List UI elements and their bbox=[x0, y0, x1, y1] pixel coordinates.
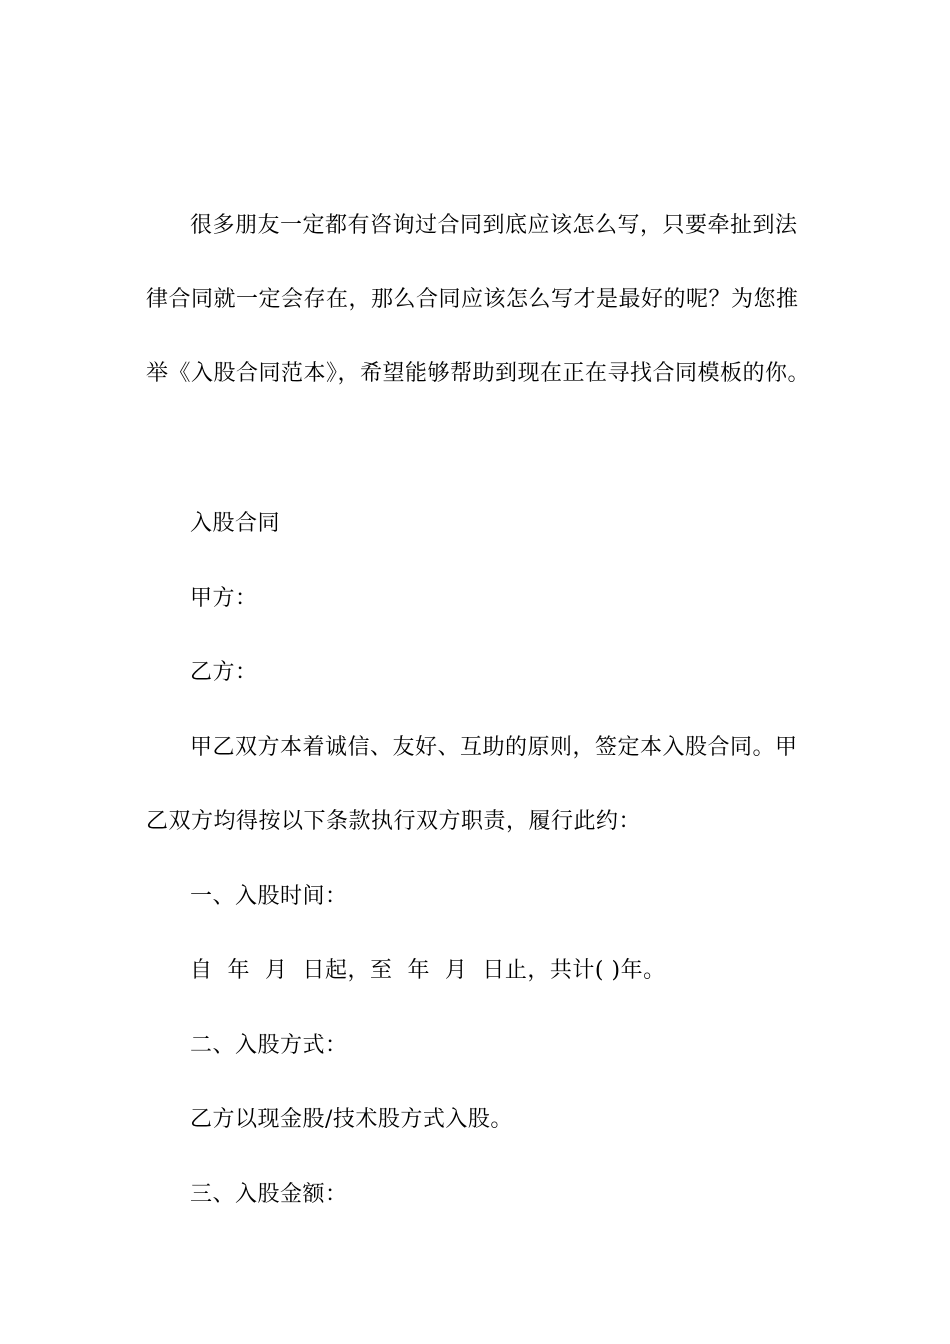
section-2-body: 乙方以现金股/技术股方式入股。 bbox=[190, 1107, 513, 1132]
section-3-heading: 三、入股金额： bbox=[190, 1182, 348, 1207]
party-b-label: 乙方： bbox=[190, 660, 258, 685]
section-1-body: 自 年 月 日起，至 年 月 日止，共计( )年。 bbox=[190, 958, 666, 983]
contract-title: 入股合同 bbox=[190, 511, 281, 536]
intro-line-1: 很多朋友一定都有咨询过合同到底应该怎么写，只要牵扯到法 bbox=[190, 213, 798, 238]
preamble-line-1: 甲乙双方本着诚信、友好、互助的原则，签定本入股合同。甲 bbox=[190, 735, 798, 760]
party-a-label: 甲方： bbox=[190, 586, 258, 611]
section-1-heading: 一、入股时间： bbox=[190, 884, 348, 909]
intro-line-3: 举《入股合同范本》，希望能够帮助到现在正在寻找合同模板的你。 bbox=[146, 361, 811, 386]
preamble-line-2: 乙双方均得按以下条款执行双方职责，履行此约： bbox=[146, 809, 642, 834]
intro-line-2: 律合同就一定会存在，那么合同应该怎么写才是最好的呢？为您推 bbox=[146, 287, 799, 312]
section-2-heading: 二、入股方式： bbox=[190, 1033, 348, 1058]
